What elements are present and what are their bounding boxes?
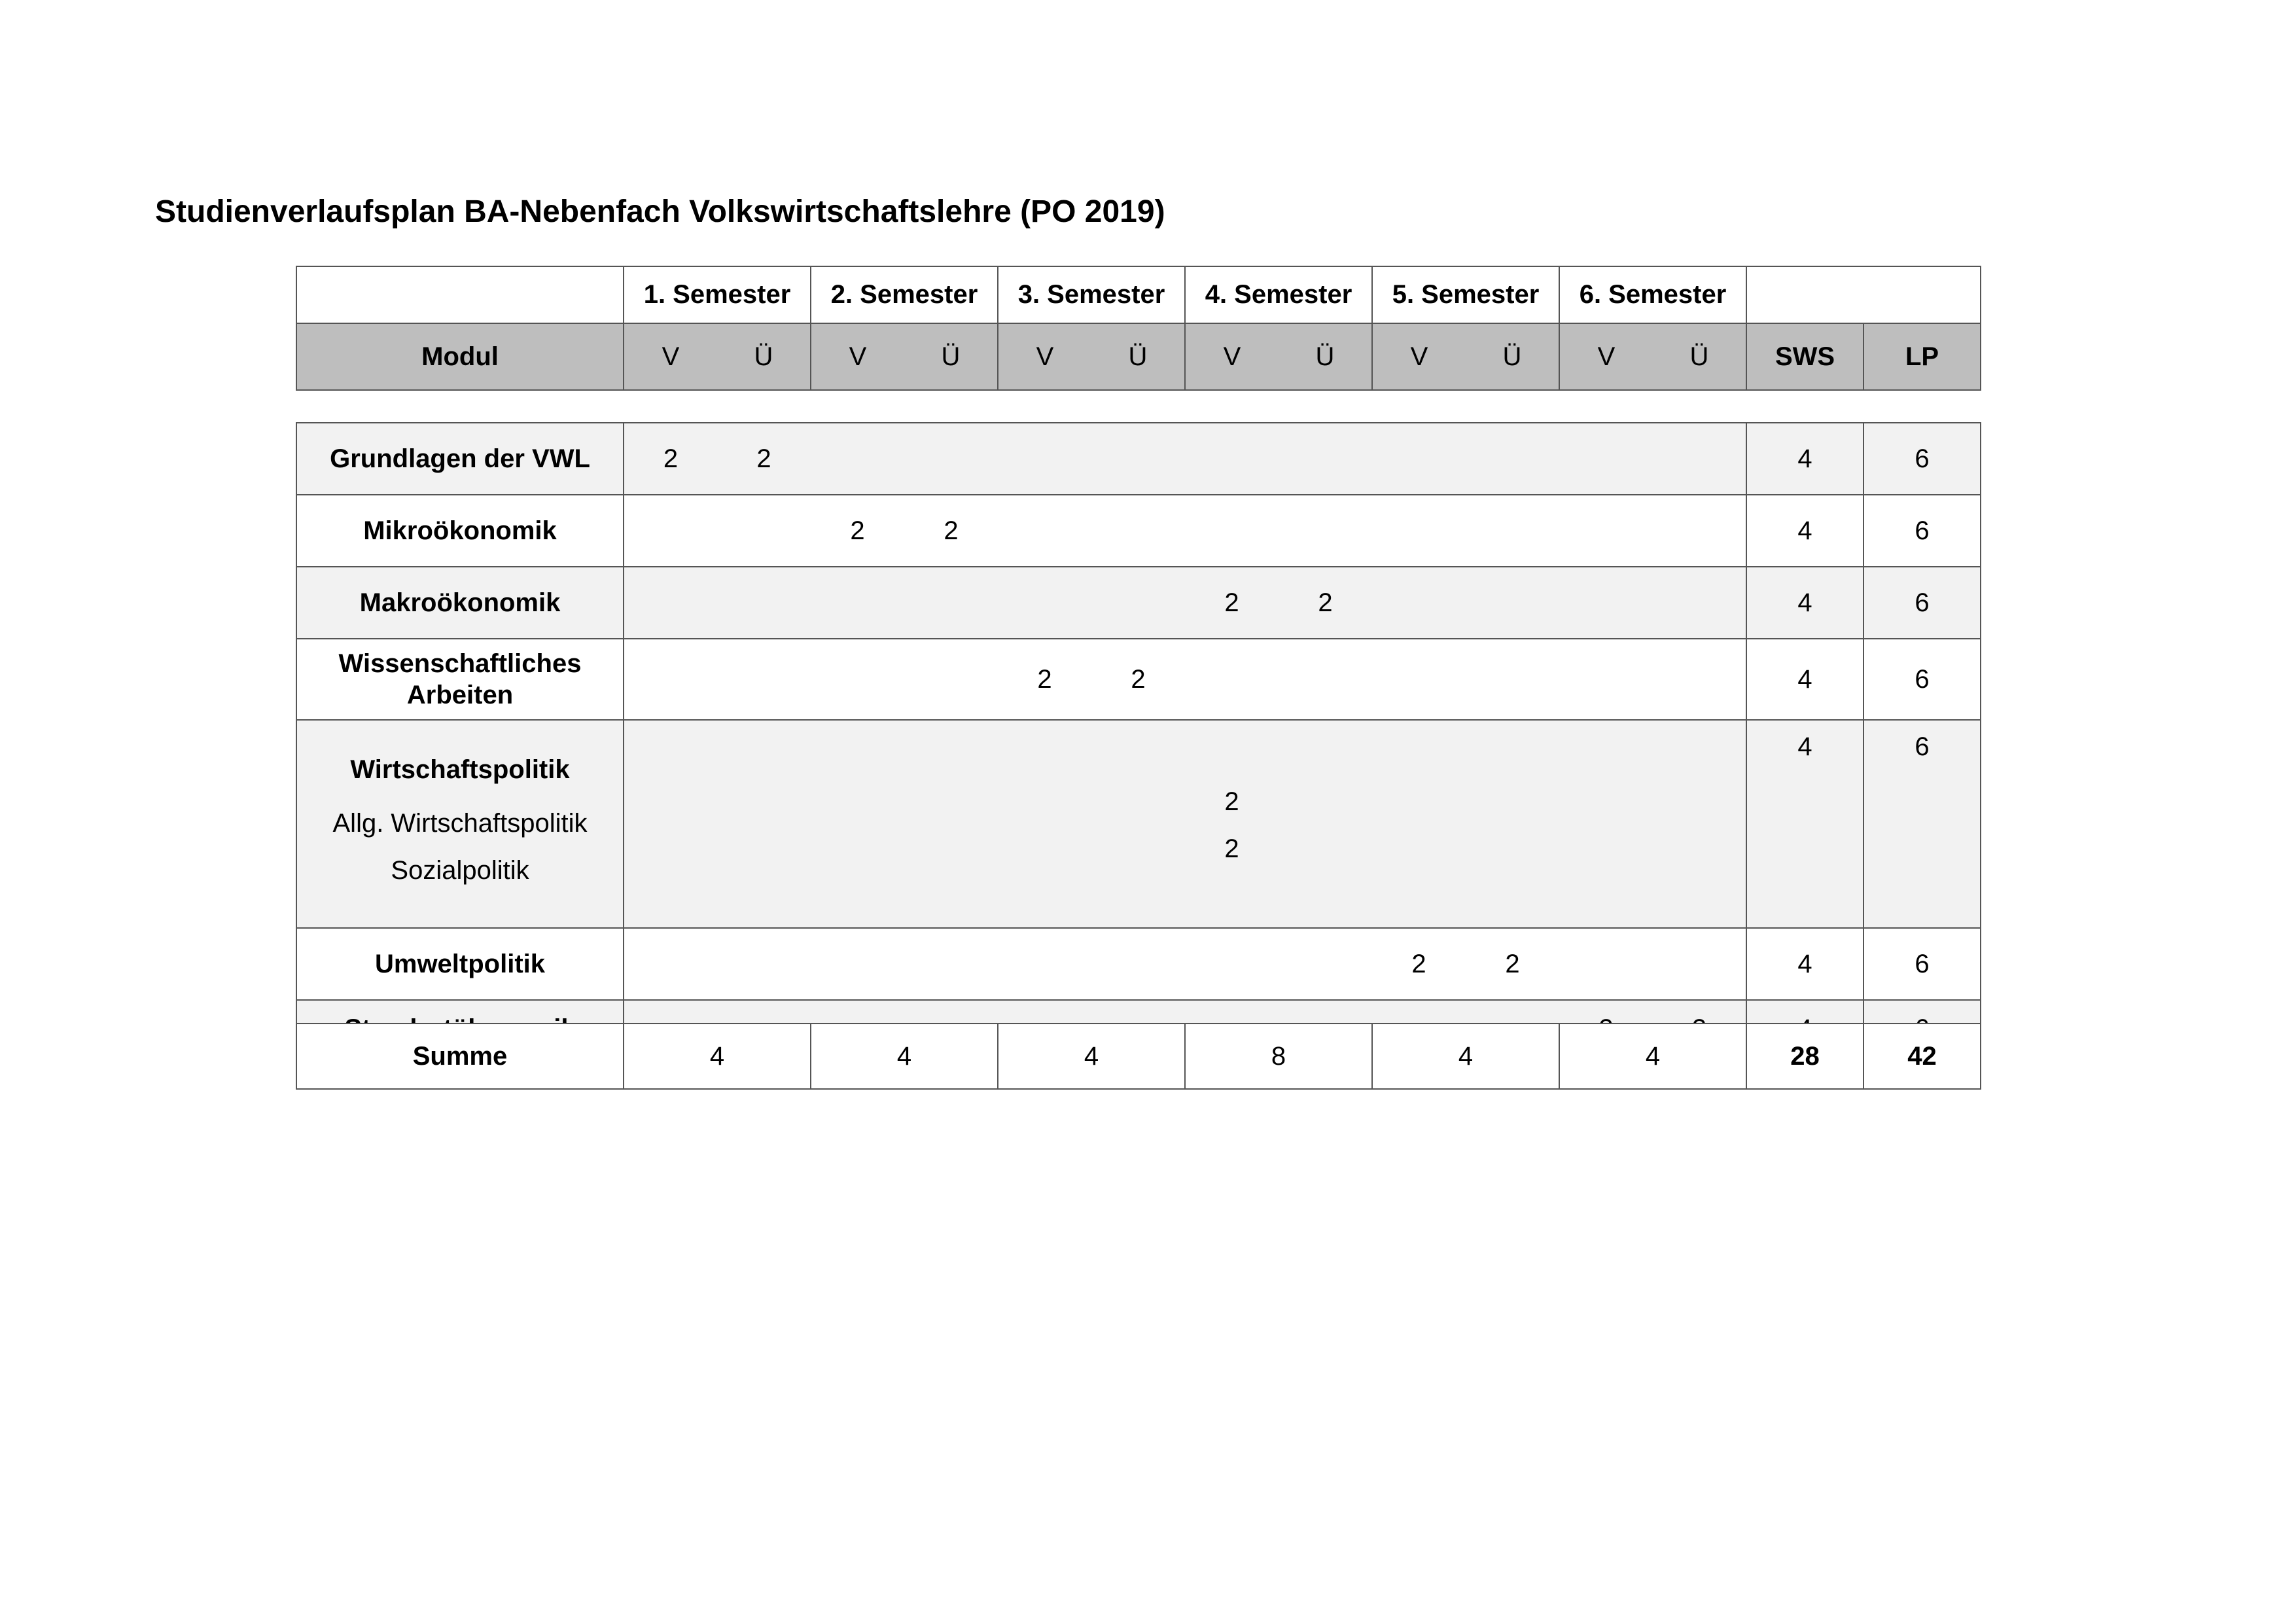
- summe-semester-2: 4: [811, 1024, 998, 1089]
- sws-cell: 4: [1746, 567, 1863, 639]
- sws-cell: 4: [1746, 495, 1863, 567]
- sub-v-value: 2: [1224, 834, 1239, 863]
- v-cell: 2: [1185, 567, 1279, 639]
- module-name-line: Wissenschaftliches: [338, 649, 582, 678]
- lp-header: LP: [1863, 323, 1981, 390]
- lp-cell: 6: [1863, 567, 1981, 639]
- table-row: [296, 928, 1981, 1000]
- v-cell: 2: [1372, 928, 1466, 1000]
- summe-semester-6: 4: [1559, 1024, 1746, 1089]
- summe-semester-1: 4: [624, 1024, 811, 1089]
- semester-header-row: [296, 266, 1981, 323]
- semester-header-1: 1. Semester: [624, 266, 811, 323]
- lp-cell: 6: [1863, 720, 1981, 928]
- v-header: V: [811, 323, 904, 390]
- semester-header-6: 6. Semester: [1559, 266, 1746, 323]
- v-cell: [1185, 720, 1279, 928]
- u-cell: 2: [904, 495, 998, 567]
- sws-cell: 4: [1746, 423, 1863, 495]
- v-header: V: [1559, 323, 1653, 390]
- semester-header-2: 2. Semester: [811, 266, 998, 323]
- empty-header-cell: [296, 266, 624, 323]
- module-name: Makroökonomik: [296, 567, 624, 639]
- u-header: Ü: [1653, 323, 1746, 390]
- lp-cell: 6: [1863, 495, 1981, 567]
- summe-lp: 42: [1863, 1024, 1981, 1089]
- summe-semester-5: 4: [1372, 1024, 1559, 1089]
- u-cell: 2: [1091, 639, 1185, 720]
- table-row: [296, 720, 1981, 928]
- summe-label: Summe: [296, 1024, 624, 1089]
- modul-header: Modul: [296, 323, 624, 390]
- summe-sws: 28: [1746, 1024, 1863, 1089]
- module-name: [296, 720, 624, 928]
- submodule-name: Allg. Wirtschaftspolitik: [332, 809, 588, 838]
- u-header: Ü: [1466, 323, 1559, 390]
- v-header: V: [624, 323, 717, 390]
- lp-cell: 6: [1863, 423, 1981, 495]
- sws-cell: 4: [1746, 639, 1863, 720]
- module-name-main: Wirtschaftspolitik: [350, 755, 570, 784]
- submodule-name: Sozialpolitik: [391, 856, 529, 885]
- module-name: Umweltpolitik: [296, 928, 624, 1000]
- table-row: [296, 423, 1981, 495]
- u-header: Ü: [1091, 323, 1185, 390]
- module-name: Mikroökonomik: [296, 495, 624, 567]
- v-cell: 2: [998, 639, 1091, 720]
- header-table: [296, 266, 1981, 391]
- v-header: V: [998, 323, 1091, 390]
- table-row: [296, 639, 1981, 720]
- u-header: Ü: [717, 323, 811, 390]
- module-name: [296, 639, 624, 720]
- summe-row: [296, 1024, 1981, 1089]
- empty-header-cell: [1746, 266, 1981, 323]
- semester-header-5: 5. Semester: [1372, 266, 1559, 323]
- u-header: Ü: [1279, 323, 1372, 390]
- module-name: Grundlagen der VWL: [296, 423, 624, 495]
- lp-cell: 6: [1863, 928, 1981, 1000]
- sws-header: SWS: [1746, 323, 1863, 390]
- module-name-line: Arbeiten: [406, 681, 514, 709]
- sws-cell: 4: [1746, 928, 1863, 1000]
- table-row: [296, 495, 1981, 567]
- semester-header-3: 3. Semester: [998, 266, 1185, 323]
- u-cell: 2: [1466, 928, 1559, 1000]
- u-cell: 2: [1279, 567, 1372, 639]
- v-header: V: [1185, 323, 1279, 390]
- subheader-row: [296, 323, 1981, 390]
- u-header: Ü: [904, 323, 998, 390]
- v-cell: 2: [811, 495, 904, 567]
- table-row: [296, 567, 1981, 639]
- sws-cell: 4: [1746, 720, 1863, 928]
- sub-v-value: 2: [1224, 787, 1239, 816]
- modules-table: [296, 422, 1981, 1058]
- v-cell: 2: [624, 423, 717, 495]
- summe-table: [296, 1023, 1981, 1090]
- u-cell: 2: [717, 423, 811, 495]
- lp-cell: 6: [1863, 639, 1981, 720]
- summe-semester-3: 4: [998, 1024, 1185, 1089]
- semester-header-4: 4. Semester: [1185, 266, 1372, 323]
- summe-semester-4: 8: [1185, 1024, 1372, 1089]
- page-title: Studienverlaufsplan BA-Nebenfach Volkswirtschaftslehre (PO 2019): [155, 194, 1165, 229]
- v-header: V: [1372, 323, 1466, 390]
